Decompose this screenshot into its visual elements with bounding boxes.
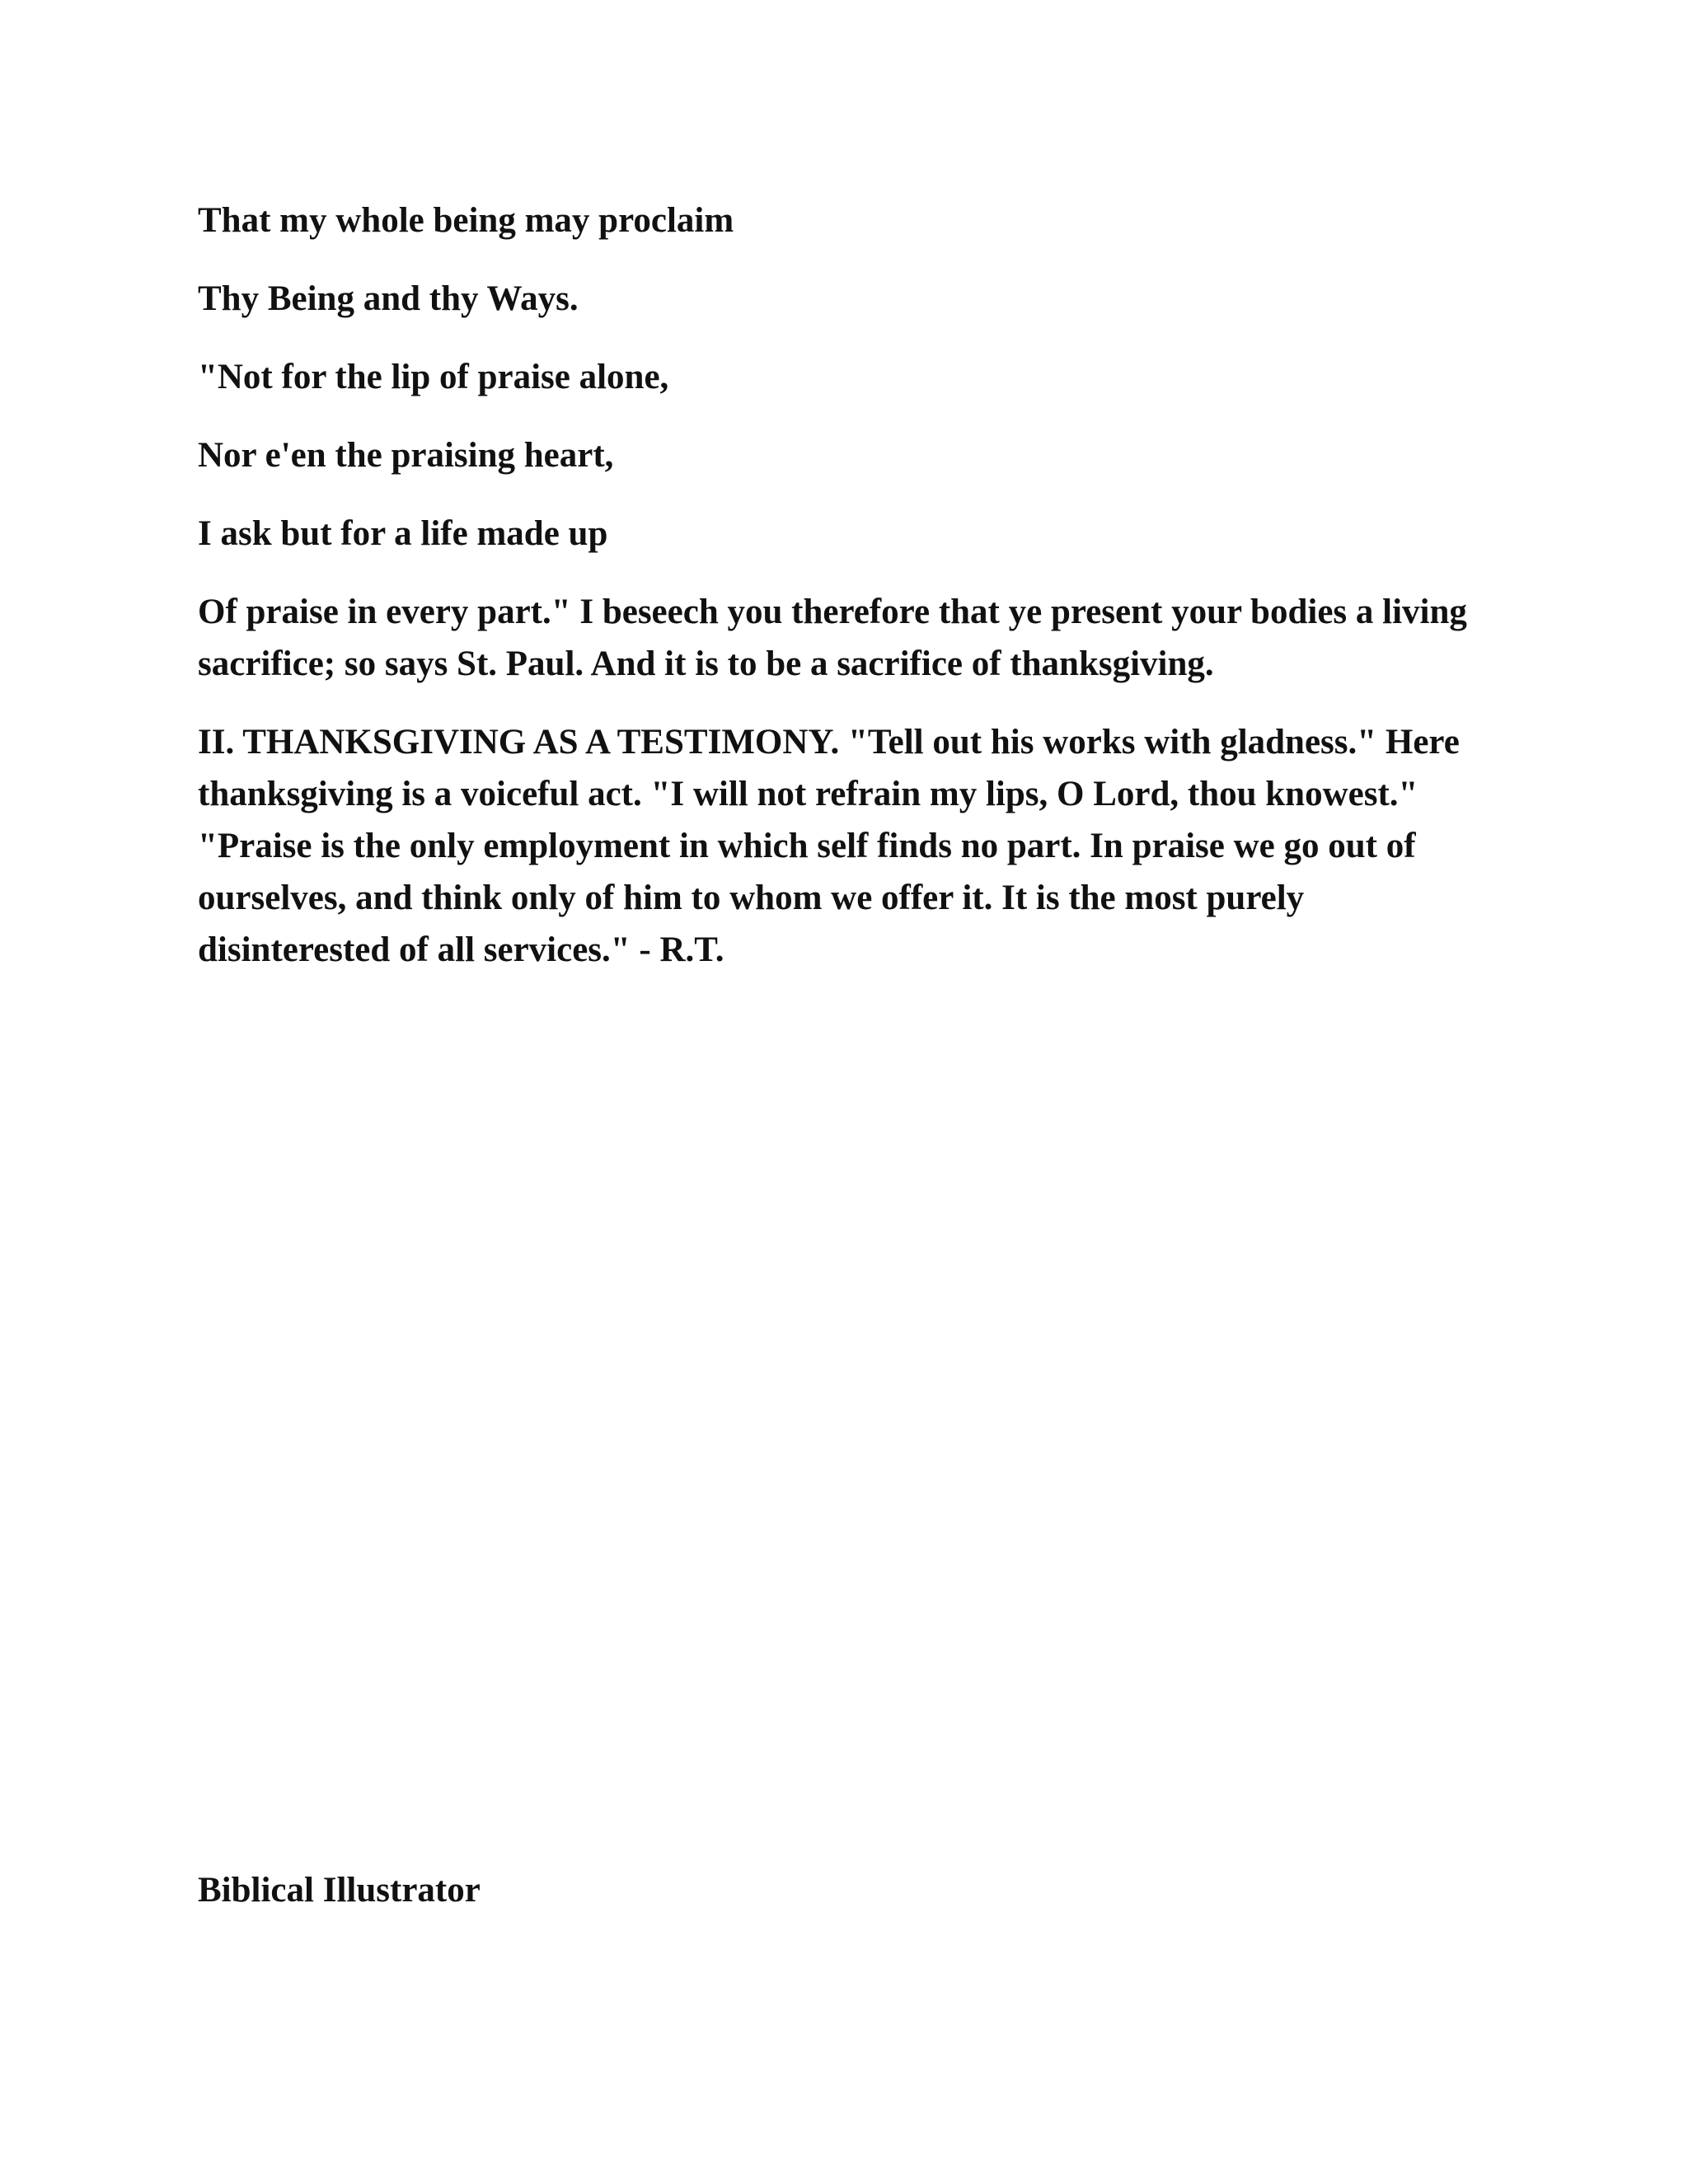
poem-line: Thy Being and thy Ways.: [198, 279, 579, 318]
document-body: [198, 194, 1500, 1002]
poem-line: That my whole being may proclaim: [198, 201, 734, 240]
paragraph: Of praise in every part." I beseech you therefore that ye present your bodies a living sacrifice; so says St. Paul. And it is to be a sacrifice of thanksgiving.: [198, 593, 1467, 683]
paragraph: II. THANKSGIVING AS A TESTIMONY. "Tell out his works with gladness." Here thanksgiving is a voiceful act. "I will not refrain my lips, O Lord, thou knowest." "Praise is the only employment in which self finds no part. In praise we go out of ourselves, and think only of him to whom we offer it. It is the most purely disinterested of all services." - R.T.: [198, 723, 1460, 969]
poem-line: Nor e'en the praising heart,: [198, 436, 614, 475]
source-footer: Biblical Illustrator: [198, 1871, 481, 1910]
poem-line: I ask but for a life made up: [198, 514, 608, 553]
poem-line: "Not for the lip of praise alone,: [198, 358, 669, 396]
